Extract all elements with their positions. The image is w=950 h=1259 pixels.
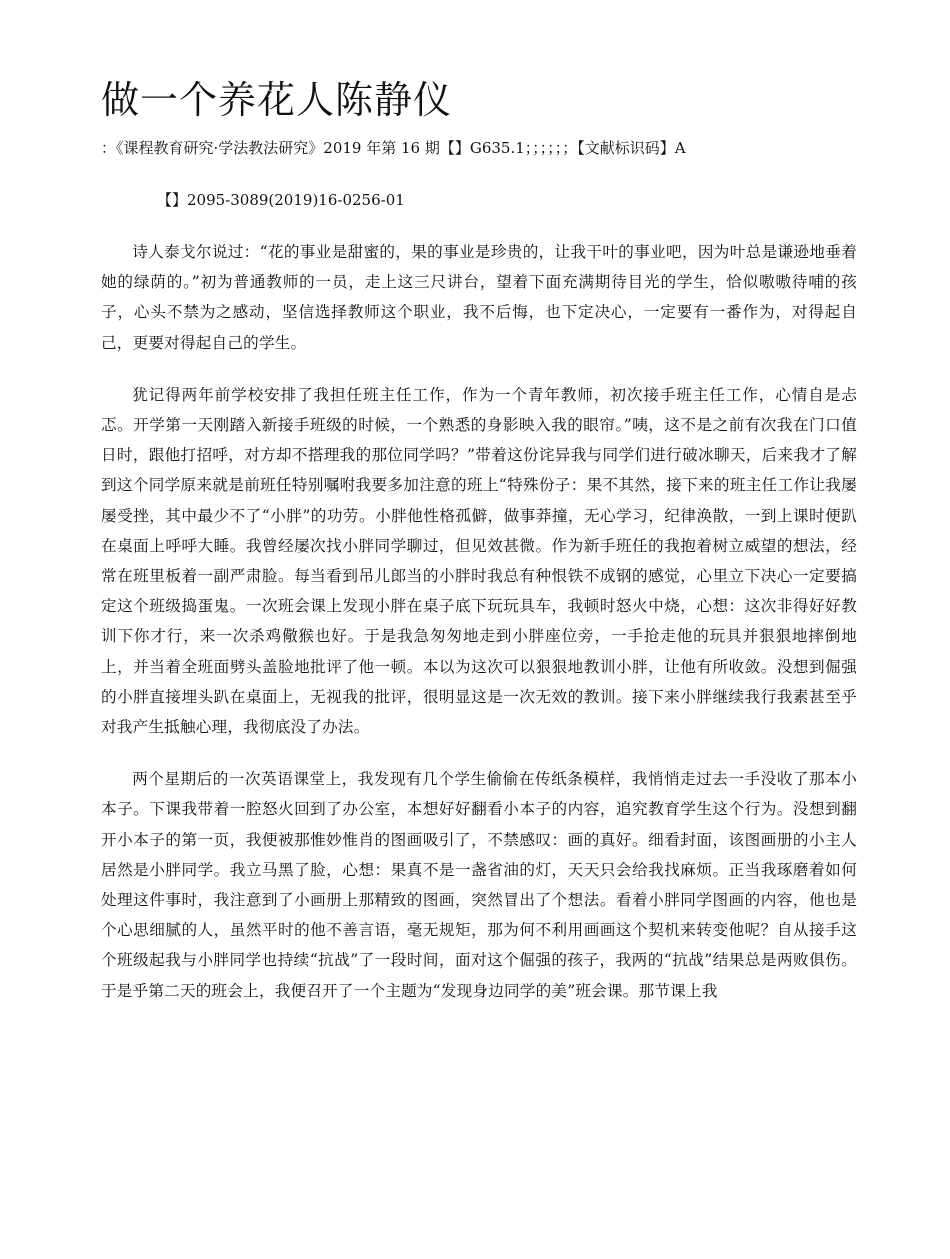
article-id-line: 【】2095-3089(2019)16-0256-01 bbox=[157, 191, 405, 209]
paragraph-2: 犹记得两年前学校安排了我担任班主任工作，作为一个青年教师，初次接手班主任工作，心情自是忐忑。开学第一天刚踏入新接手班级的时候，一个熟悉的身影映入我的眼帘。”咦，这不是之前有次我在门口值日时，跟他打招呼，对方却不搭理我的那位同学吗？”带着这份诧异我与同学们进行破冰聊天，后来我才了解到这个同学原来就是前班任特别嘱咐我要多加注意的班上“特殊份子：果不其然，接下来的班主任工作让我屡屡受挫，其中最少不了“小胖”的功劳。小胖他性格孤僻，做事莽撞，无心学习，纪律涣散，一到上课时便趴在桌面上呼呼大睡。我曾经屡次找小胖同学聊过，但见效甚微。作为新手班任的我抱着树立威望的想法，经常在班里板着一副严肃脸。每当看到吊儿郎当的小胖时我总有种恨铁不成钢的感觉，心里立下决心一定要搞定这个班级捣蛋鬼。一次班会课上发现小胖在桌子底下玩玩具车，我顿时怒火中烧，心想：这次非得好好教训下你才行，来一次杀鸡儆猴也好。于是我急匆匆地走到小胖座位旁，一手抢走他的玩具并狠狠地摔倒地上，并当着全班面劈头盖脸地批评了他一顿。本以为这次可以狠狠地教训小胖，让他有所收敛。没想到倔强的小胖直接埋头趴在桌面上，无视我的批评，很明显这是一次无效的教训。接下来小胖继续我行我素甚至乎对我产生抵触心理，我彻底没了办法。 bbox=[101, 385, 857, 737]
article-body bbox=[101, 237, 857, 1028]
citation-line: ：《课程教育研究·学法教法研究》2019 年第 16 期【】G635.1；；；；；；【文献标识码】A bbox=[101, 139, 686, 157]
paragraph-1: 诗人泰戈尔说过：“花的事业是甜蜜的，果的事业是珍贵的，让我干叶的事业吧，因为叶总是谦逊地垂着她的绿荫的。”初为普通教师的一员，走上这三尺讲台，望着下面充满期待目光的学生，恰似嗷嗷待哺的孩子，心头不禁为之感动，坚信选择教师这个职业，我不后悔，也下定决心，一定要有一番作为，对得起自己，更要对得起自己的学生。 bbox=[101, 243, 857, 352]
paragraph-3: 两个星期后的一次英语课堂上，我发现有几个学生偷偷在传纸条模样，我悄悄走过去一手没收了那本小本子。下课我带着一腔怒火回到了办公室，本想好好翻看小本子的内容，追究教育学生这个行为。没想到翻开小本子的第一页，我便被那惟妙惟肖的图画吸引了，不禁感叹：画的真好。细看封面，该图画册的小主人居然是小胖同学。我立马黑了脸，心想：果真不是一盏省油的灯，天天只会给我找麻烦。正当我琢磨着如何处理这件事时，我注意到了小画册上那精致的图画，突然冒出了个想法。看着小胖同学图画的内容，他也是个心思细腻的人，虽然平时的他不善言语，毫无规矩，那为何不利用画画这个契机来转变他呢？自从接手这个班级起我与小胖同学也持续“抗战”了一段时间，面对这个倔强的孩子，我两的“抗战”结果总是两败俱伤。于是乎第二天的班会上，我便召开了一个主题为“发现身边同学的美”班会课。那节课上我 bbox=[101, 770, 857, 1000]
article-title: 做一个养花人陈静仪 bbox=[101, 78, 453, 122]
